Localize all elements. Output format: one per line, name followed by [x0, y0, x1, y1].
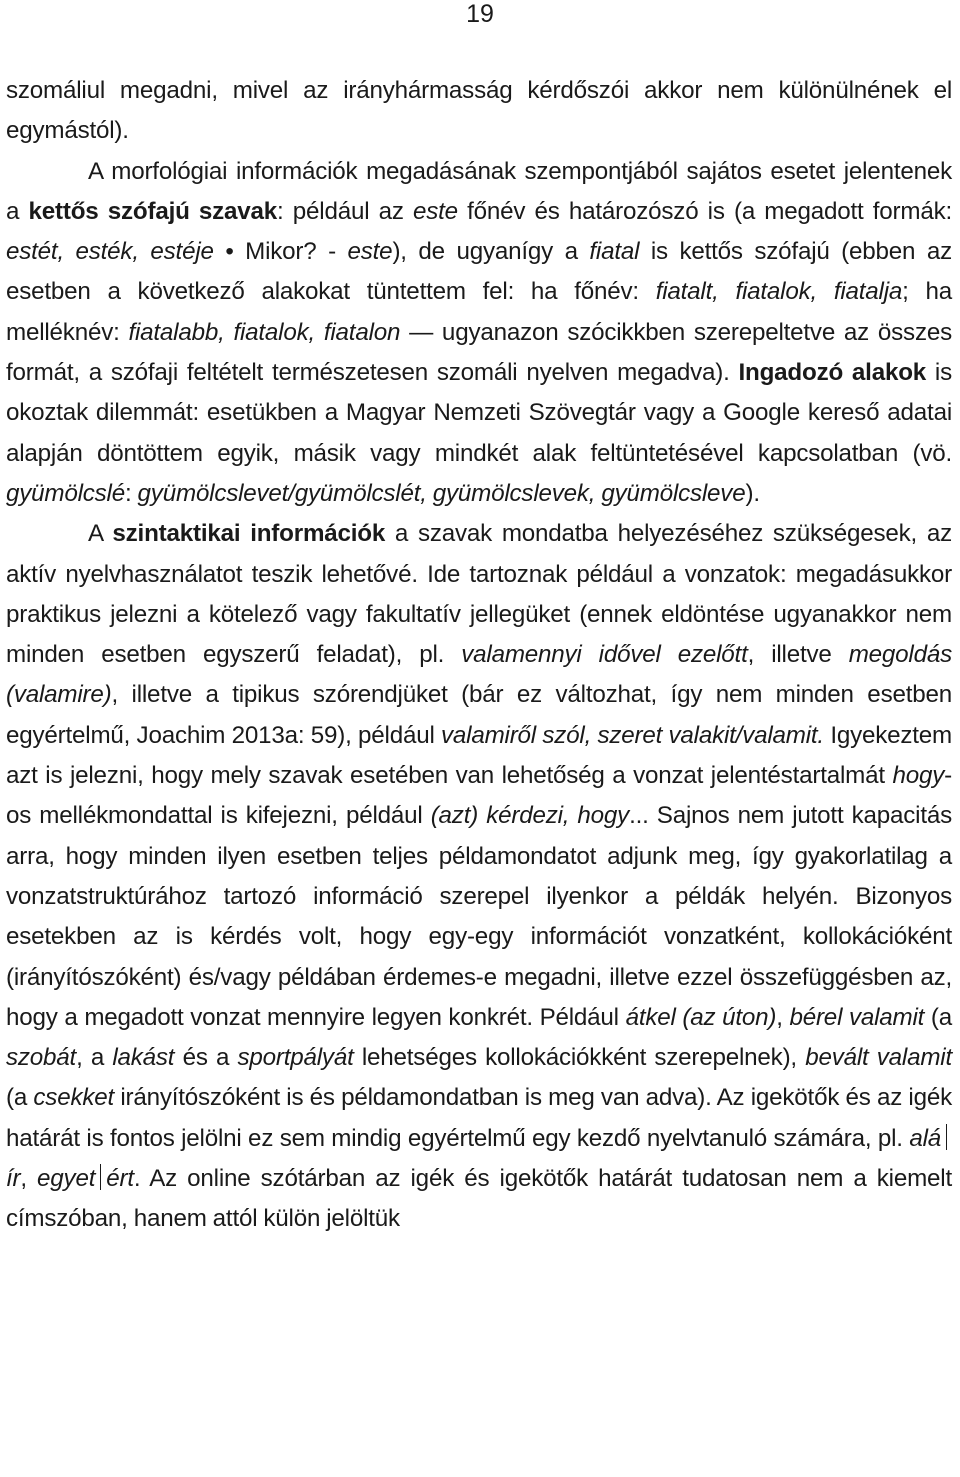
- text-run: lehetséges kollokációkként szerepelnek),: [353, 1044, 806, 1072]
- body-text: [6, 71, 952, 1240]
- italic-example: hogy: [892, 762, 945, 790]
- italic-example: fiatalabb, fiatalok, fiatalon: [128, 318, 401, 346]
- italic-example: ért: [106, 1165, 134, 1193]
- text-run: , a: [76, 1044, 113, 1072]
- page-number: 19: [466, 0, 494, 28]
- text-run: is okoztak dilemmát: esetükben a Magyar Nemzeti Szövegtár vagy a Google kereső adatai alapján döntöttem egyik, másik vagy mindkét alak feltüntetésével kapcsolatban (vö.: [6, 359, 952, 467]
- italic-example: egyet: [37, 1165, 96, 1193]
- text-run: és a: [174, 1044, 238, 1072]
- text-run: A: [88, 520, 113, 548]
- text-run: : például az: [277, 197, 413, 225]
- italic-example: fiatalt, fiatalok, fiatalja: [655, 278, 903, 306]
- text-run: (a: [924, 1003, 952, 1031]
- text-run: , illetve: [747, 641, 849, 669]
- text-run: • Mikor? -: [213, 238, 348, 266]
- bold-term: szintaktikai információk: [112, 520, 386, 548]
- italic-example: megoldás (valamire): [6, 641, 952, 709]
- text-run: ; ha melléknév:: [6, 278, 952, 346]
- italic-example: átkel (az úton): [625, 1003, 777, 1031]
- italic-example: fiatal: [589, 238, 640, 266]
- italic-example: szobát: [6, 1044, 77, 1072]
- italic-example: (azt) kérdezi, hogy: [430, 802, 630, 830]
- text-run: . Az online szótárban az igék és igekötők határát tudatosan nem a kiemelt címszóban, hanem attól külön jelöltük: [6, 1165, 952, 1233]
- italic-example: estét, esték, estéje: [6, 238, 214, 266]
- text-run: , illetve a tipikus szórendjüket (bár ez változhat, így nem minden esetben egyértelmű, Joachim 2013a: 59), például: [6, 681, 952, 749]
- bold-term: Ingadozó alakok: [738, 359, 927, 387]
- italic-example: lakást: [112, 1044, 175, 1072]
- italic-example: bérel valamit: [789, 1003, 925, 1031]
- italic-example: gyümölcslé: [6, 479, 125, 507]
- text-run: ), de ugyanígy a: [392, 238, 590, 266]
- italic-example: sportpályát: [237, 1044, 354, 1072]
- italic-example: este: [412, 197, 458, 225]
- paragraph-p2: [6, 152, 952, 515]
- text-run: is kettős szófajú (ebben az esetben a következő alakokat tüntettem fel: ha főnév:: [6, 238, 953, 306]
- text-run: főnév és határozószó is (a megadott formák:: [457, 197, 952, 225]
- text-run: (a: [6, 1084, 34, 1112]
- paragraph-p1: [6, 71, 952, 152]
- text-run: irányítószóként is és példamondatban is meg van adva). Az igekötők és az igék határát is fontos jelölni ez sem mindig egyértelmű egy kezdő nyelvtanuló számára, pl.: [6, 1084, 952, 1152]
- italic-example: valamennyi idővel ezelőtt: [461, 641, 748, 669]
- italic-example: csekket: [33, 1084, 115, 1112]
- bold-term: kettős szófajú szavak: [28, 197, 278, 225]
- italic-example: valamiről szól, szeret valakit/valamit.: [441, 721, 824, 749]
- text-run: — ugyanazon szócikkben szerepeltetve az összes formát, a szófaji feltételt természetesen szomáli nyelven megadva).: [6, 318, 952, 387]
- morpheme-boundary-bar: [100, 1164, 101, 1190]
- text-run: ,: [776, 1003, 790, 1031]
- italic-example: gyümölcslevet/gyümölcslét, gyümölcslevek, gyümölcsleve: [137, 479, 746, 507]
- text-run: :: [125, 479, 138, 507]
- morpheme-boundary-bar: [946, 1124, 947, 1150]
- text-run: -os mellékmondattal is kifejezni, például: [6, 762, 952, 830]
- text-run: ).: [745, 479, 760, 507]
- italic-example: ír: [6, 1165, 21, 1193]
- text-run: ... Sajnos nem jutott kapacitás arra, hogy minden ilyen esetben teljes példamondatot adjunk meg, így gyakorlatilag a vonzatstruktúrához tartozó információ szerepel ilyenkor a példák helyén. Bizonyos esetekben az is kérdés volt, hogy egy-egy információt vonzatként, kollokációként (irányítószóként) és/vagy példában érdemes-e megadni, illetve ezzel összefüggésben az, hogy a megadott vonzat mennyire legyen konkrét. Például: [6, 802, 952, 1031]
- text-run: a szavak mondatba helyezéséhez szükségesek, az aktív nyelvhasználatot teszik lehetővé. Ide tartoznak például a vonzatok: megadásukkor praktikus jelezni a kötelező vagy fakultatív jellegüket (ennek eldöntése ugyanakkor nem minden esetben egyszerű feladat), pl.: [6, 520, 953, 669]
- paragraph-p3: [6, 514, 952, 1239]
- italic-example: alá: [909, 1124, 941, 1152]
- text-run: Igyekeztem azt is jelezni, hogy mely szavak esetében van lehetőség a vonzat jelentéstartalmát: [6, 721, 952, 790]
- text-run: szomáliul megadni, mivel az irányhármasság kérdőszói akkor nem különülnének el egymástól).: [6, 77, 952, 145]
- text-run: ,: [20, 1165, 38, 1193]
- text-run: A morfológiai információk megadásának szempontjából sajátos esetet jelentenek a: [6, 157, 952, 225]
- italic-example: este: [347, 238, 393, 266]
- italic-example: bevált valamit: [805, 1044, 953, 1072]
